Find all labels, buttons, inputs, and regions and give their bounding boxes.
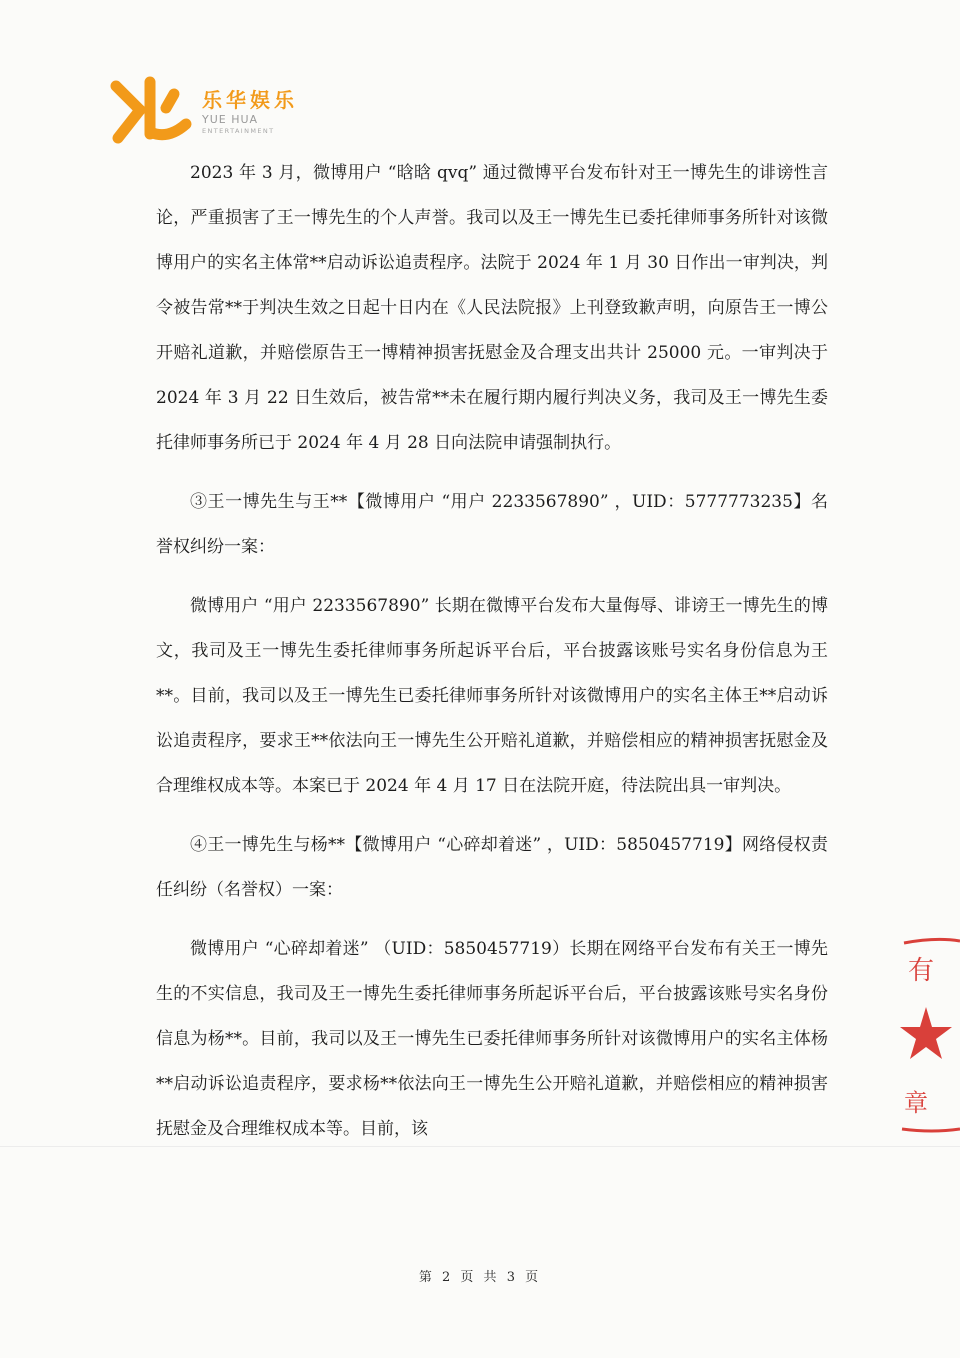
seal-star-icon <box>900 1007 952 1059</box>
company-seal-fragment <box>896 935 960 1135</box>
company-name-en: YUE HUA <box>202 113 259 126</box>
letterhead <box>108 74 408 154</box>
yuehua-logo-icon <box>108 74 196 146</box>
company-name-cn: 乐华娱乐 <box>202 88 298 112</box>
case-4-heading: ④王一博先生与杨**【微博用户 “心碎却着迷” ，UID：5850457719】网络侵权责任纠纷（名誉权）一案： <box>156 835 828 900</box>
case-3-heading: ③王一博先生与王**【微博用户 “用户 2233567890” ，UID：5777773235】名誉权纠纷一案： <box>156 492 828 557</box>
paragraph-case-2-detail: 2023 年 3 月，微博用户 “晗晗 qvq” 通过微博平台发布针对王一博先生的诽谤性言论，严重损害了王一博先生的个人声誉。我司以及王一博先生已委托律师事务所针对该微博用户的实名主体常**启动诉讼追责程序。法院于 2024 年 1 月 30 日作出一审判决，判令被告常**于判决生效之日起十日内在《人民法院报》上刊登致歉声明，向原告王一博公开赔礼道歉，并赔偿原告王一博精神损害抚慰金及合理支出共计 25000 元。一审判决于 2024 年 3 月 22 日生效后，被告常**未在履行期内履行判决义务，我司及王一博先生委托律师事务所已于 2024 年 4 月 28 日向法院申请强制执行。 <box>156 163 828 453</box>
page-number: 第 2 页 共 3 页 <box>418 1270 542 1285</box>
scan-fold-line <box>0 1146 960 1147</box>
document-body <box>156 151 828 1152</box>
paragraph-case-4-detail: 微博用户 “心碎却着迷” （UID：5850457719）长期在网络平台发布有关王一博先生的不实信息，我司及王一博先生委托律师事务所起诉平台后，平台披露该账号实名身份信息为杨**。目前，我司以及王一博先生已委托律师事务所针对该微博用户的实名主体杨**启动诉讼追责程序，要求杨**依法向王一博先生公开赔礼道歉，并赔偿相应的精神损害抚慰金及合理维权成本等。目前，该 <box>156 939 828 1139</box>
paragraph-case-3-detail: 微博用户 “用户 2233567890” 长期在微博平台发布大量侮辱、诽谤王一博先生的博文，我司及王一博先生委托律师事务所起诉平台后，平台披露该账号实名身份信息为王**。目前，我司以及王一博先生已委托律师事务所针对该微博用户的实名主体王**启动诉讼追责程序，要求王**依法向王一博先生公开赔礼道歉，并赔偿相应的精神损害抚慰金及合理维权成本等。本案已于 2024 年 4 月 17 日在法院开庭，待法院出具一审判决。 <box>156 596 828 796</box>
company-name-en-sub: ENTERTAINMENT <box>202 127 275 135</box>
seal-char-bottom: 章 <box>904 1089 928 1117</box>
seal-char-top: 有 <box>908 956 935 986</box>
